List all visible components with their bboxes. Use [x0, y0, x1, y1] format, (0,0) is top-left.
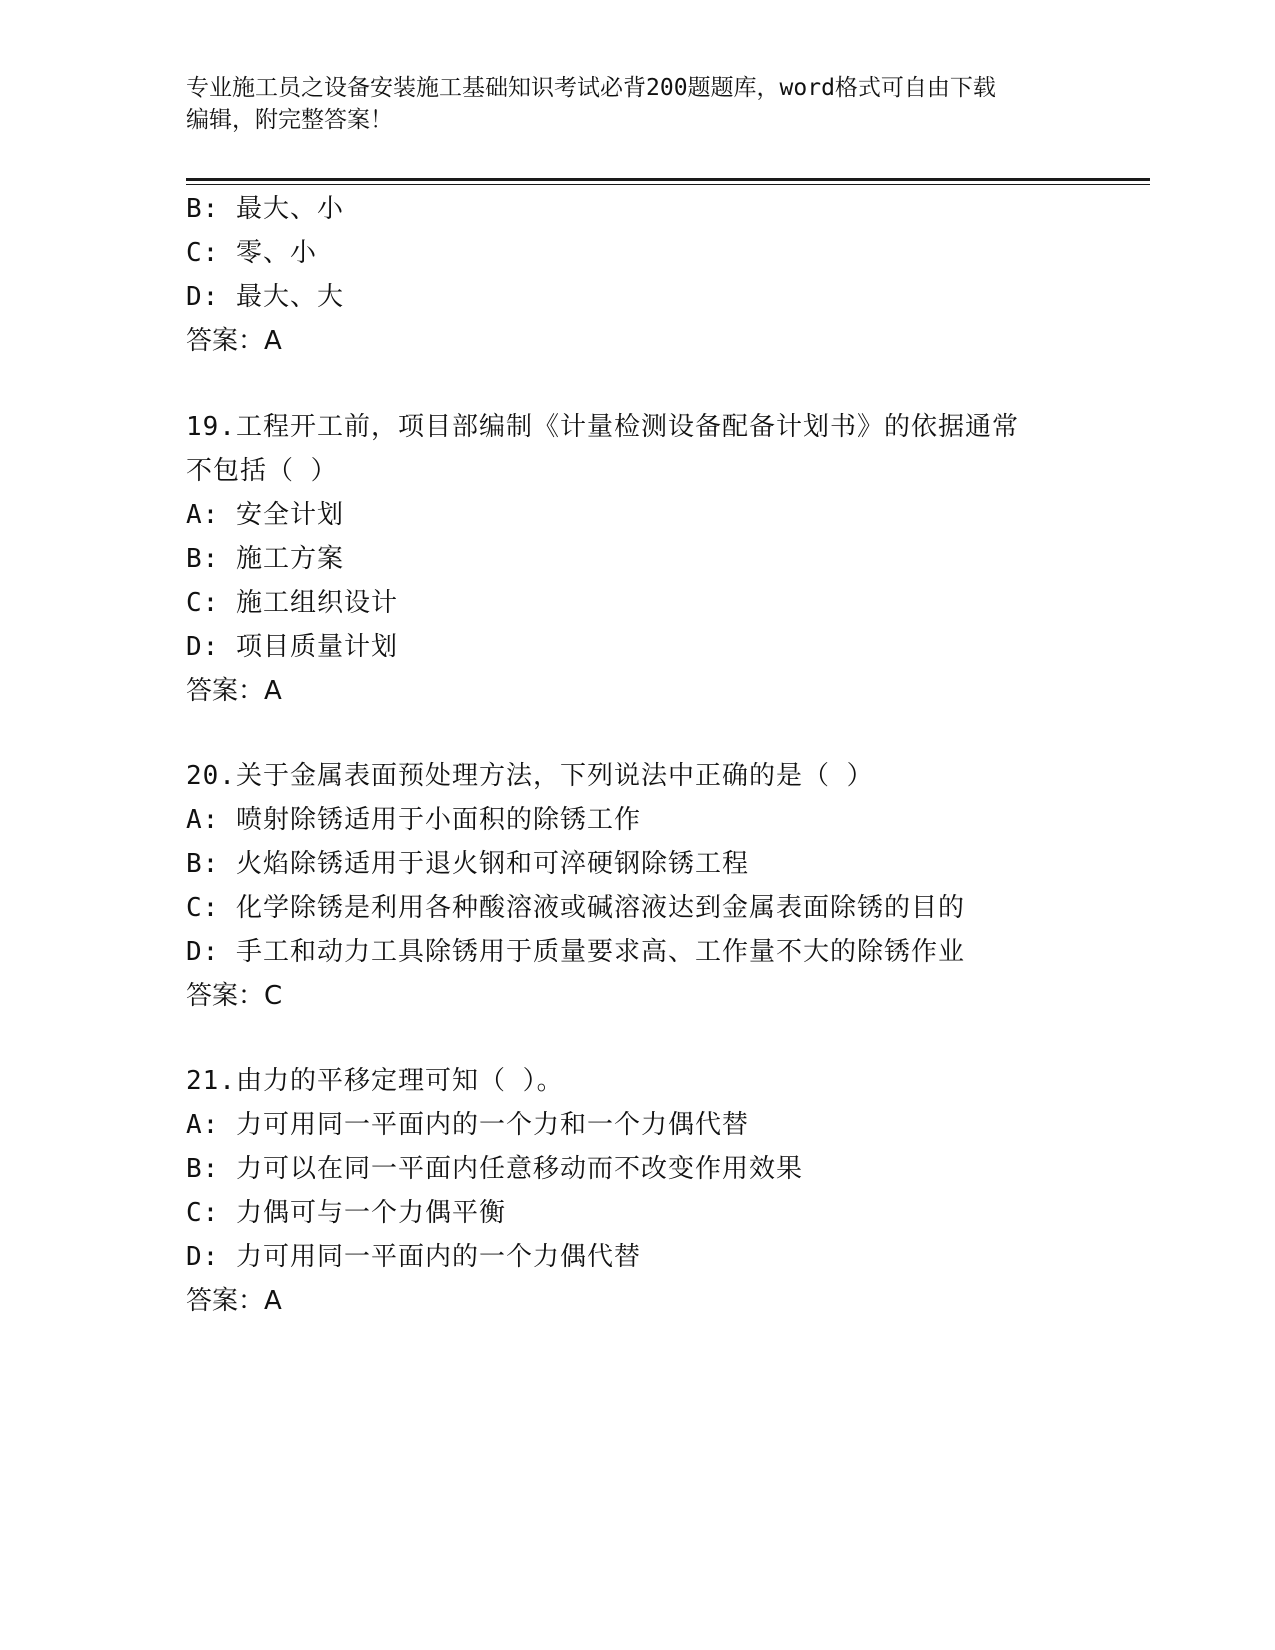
q19-answer: 答案：A — [186, 676, 282, 706]
q19-option-b: B: 施工方案 — [186, 544, 344, 574]
header-divider-thin — [186, 184, 1150, 185]
q20-option-a: A: 喷射除锈适用于小面积的除锈工作 — [186, 805, 641, 835]
q19-stem-line-2: 不包括（ ） — [186, 456, 338, 486]
q21-option-a: A: 力可用同一平面内的一个力和一个力偶代替 — [186, 1110, 749, 1140]
header-line-2: 编辑，附完整答案！ — [186, 107, 393, 133]
document-header — [186, 72, 1086, 136]
q20-option-d: D: 手工和动力工具除锈用于质量要求高、工作量不大的除锈作业 — [186, 937, 965, 967]
q20-answer: 答案：C — [186, 981, 283, 1011]
q21-option-d: D: 力可用同一平面内的一个力偶代替 — [186, 1242, 641, 1272]
q21-option-b: B: 力可以在同一平面内任意移动而不改变作用效果 — [186, 1154, 803, 1184]
q21-stem: 21.由力的平移定理可知（ ）。 — [186, 1066, 564, 1096]
q20-stem: 20.关于金属表面预处理方法，下列说法中正确的是（ ） — [186, 761, 874, 791]
q19-option-d: D: 项目质量计划 — [186, 632, 398, 662]
q20-option-c: C: 化学除锈是利用各种酸溶液或碱溶液达到金属表面除锈的目的 — [186, 893, 965, 923]
q19-stem-line-1: 19.工程开工前，项目部编制《计量检测设备配备计划书》的依据通常 — [186, 412, 1019, 442]
q21-answer: 答案：A — [186, 1286, 282, 1316]
q18-answer: 答案：A — [186, 326, 282, 356]
q18-option-d: D: 最大、大 — [186, 282, 344, 312]
header-divider-thick — [186, 178, 1150, 181]
q18-option-b: B: 最大、小 — [186, 194, 344, 224]
q18-option-c: C: 零、小 — [186, 238, 317, 268]
q21-option-c: C: 力偶可与一个力偶平衡 — [186, 1198, 506, 1228]
q20-option-b: B: 火焰除锈适用于退火钢和可淬硬钢除锈工程 — [186, 849, 749, 879]
q19-option-c: C: 施工组织设计 — [186, 588, 398, 618]
header-line-1: 专业施工员之设备安装施工基础知识考试必背200题题库，word格式可自由下载 — [186, 75, 996, 101]
q19-option-a: A: 安全计划 — [186, 500, 344, 530]
